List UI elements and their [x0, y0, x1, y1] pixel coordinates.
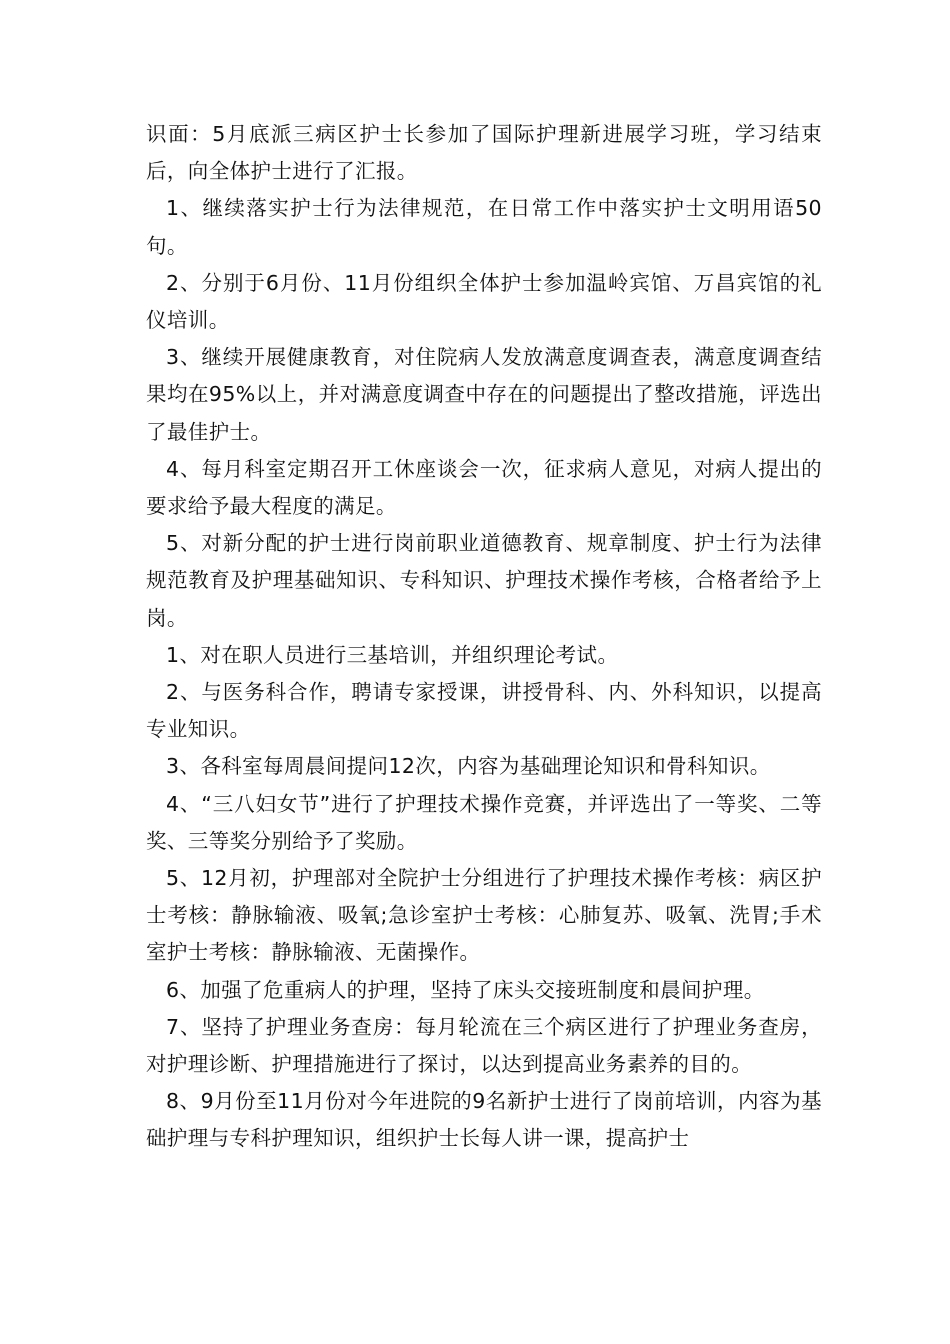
paragraph: 3、各科室每周晨间提问12次，内容为基础理论知识和骨科知识。 — [166, 754, 771, 779]
paragraph: 1、继续落实护士行为法律规范，在日常工作中落实护士文明用语50句。 — [146, 196, 822, 258]
paragraph: 4、每月科室定期召开工休座谈会一次，征求病人意见，对病人提出的要求给予最大程度的满足。 — [146, 456, 822, 519]
paragraph: 5、对新分配的护士进行岗前职业道德教育、规章制度、护士行为法律规范教育及护理基础知识、专科知识、护理技术操作考核，合格者给予上岗。 — [146, 531, 822, 630]
paragraph: 识面：5月底派三病区护士长参加了国际护理新进展学习班，学习结束后，向全体护士进行了汇报。 — [146, 122, 822, 184]
paragraph: 7、坚持了护理业务查房：每月轮流在三个病区进行了护理业务查房，对护理诊断、护理措施进行了探讨，以达到提高业务素养的目的。 — [146, 1014, 822, 1077]
paragraph: 3、继续开展健康教育，对住院病人发放满意度调查表，满意度调查结果均在95%以上，并对满意度调查中存在的问题提出了整改措施，评选出了最佳护士。 — [146, 345, 822, 444]
paragraph: 5、12月初，护理部对全院护士分组进行了护理技术操作考核：病区护士考核：静脉输液、吸氧;急诊室护士考核：心肺复苏、吸氧、洗胃;手术室护士考核：静脉输液、无菌操作。 — [146, 866, 822, 965]
document-body — [146, 116, 822, 1158]
paragraph: 4、“三八妇女节”进行了护理技术操作竞赛，并评选出了一等奖、二等奖、三等奖分别给予了奖励。 — [146, 791, 822, 853]
paragraph: 6、加强了危重病人的护理，坚持了床头交接班制度和晨间护理。 — [166, 977, 765, 1002]
paragraph: 2、分别于6月份、11月份组织全体护士参加温岭宾馆、万昌宾馆的礼仪培训。 — [146, 270, 822, 333]
paragraph: 1、对在职人员进行三基培训，并组织理论考试。 — [166, 642, 619, 667]
paragraph: 8、9月份至11月份对今年进院的9名新护士进行了岗前培训，内容为基础护理与专科护理知识，组织护士长每人讲一课，提高护士 — [146, 1089, 822, 1151]
paragraph: 2、与医务科合作，聘请专家授课，讲授骨科、内、外科知识，以提高专业知识。 — [146, 680, 822, 742]
